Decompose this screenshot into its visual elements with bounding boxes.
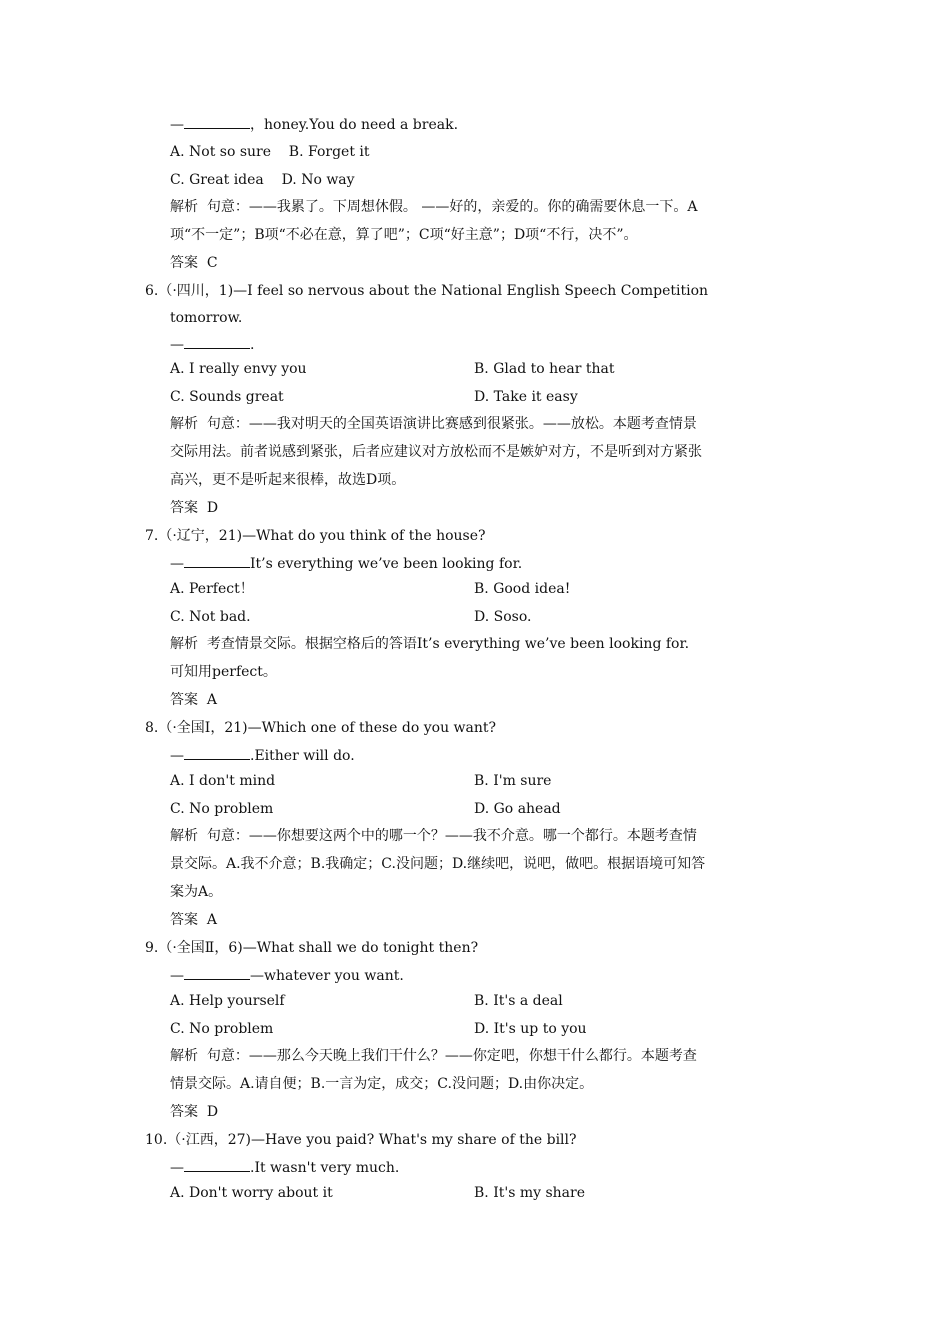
line-text: — <box>170 337 184 353</box>
line-text: 项“不一定”；B项“不必在意，算了吧”；C项“好主意”；D项“不行，决不”。 <box>170 227 638 243</box>
line-text: — <box>170 748 184 764</box>
line-text: C. No problem <box>170 801 274 817</box>
text-line <box>145 718 496 738</box>
line-text: 10.（·江西，27)—Have you paid? What's my share of the bill? <box>145 1132 577 1148</box>
text-line <box>170 991 285 1011</box>
line-text: 答案 D <box>170 500 219 516</box>
line-text: 交际用法。前者说感到紧张，后者应建议对方放松而不是嫉妒对方，不是听到对方紧张 <box>170 444 702 460</box>
line-text: 8.（·全国Ⅰ，21)—Which one of these do you want? <box>145 720 497 736</box>
option-text: B. It's my share <box>474 1185 585 1201</box>
line-text: 6.（·四川，1)—I feel so nervous about the National English Speech Competition <box>145 283 709 299</box>
text-line <box>170 498 218 518</box>
line-text: 答案 C <box>170 255 218 271</box>
option-text: D. Go ahead <box>474 801 561 817</box>
answer-blank <box>184 965 250 980</box>
line-text: . <box>250 337 255 353</box>
text-line <box>170 359 307 379</box>
line-text: — <box>170 117 184 133</box>
text-line <box>170 553 522 574</box>
line-text: A. I really envy you <box>170 361 307 377</box>
line-text: It’s everything we’ve been looking for. <box>250 556 523 572</box>
text-line <box>170 1046 697 1066</box>
line-text: 景交际。A.我不介意；B.我确定；C.没问题；D.继续吧，说吧，做吧。根据语境可知答 <box>170 856 706 872</box>
answer-blank <box>184 745 250 760</box>
line-text: 解析 句意：——那么今天晚上我们干什么？——你定吧，你想干什么都行。本题考查 <box>170 1048 697 1064</box>
line-text: —whatever you want. <box>250 968 404 984</box>
text-line <box>170 854 705 874</box>
text-line <box>170 1183 333 1203</box>
text-line <box>170 607 251 627</box>
text-line <box>170 253 218 273</box>
text-line <box>170 442 702 462</box>
option-text: D. Take it easy <box>474 389 578 405</box>
text-line <box>170 634 689 654</box>
line-text: ，honey.You do need a break. <box>250 117 459 133</box>
answer-blank <box>184 1157 250 1172</box>
option-text: D. It's up to you <box>474 1021 587 1037</box>
line-text: C. Sounds great <box>170 389 284 405</box>
line-text: tomorrow. <box>170 310 243 326</box>
line-text: .Either will do. <box>250 748 355 764</box>
text-line <box>170 745 355 766</box>
line-text: 9.（·全国Ⅱ，6)—What shall we do tonight then? <box>145 940 479 956</box>
text-line <box>170 826 697 846</box>
text-line <box>170 170 355 190</box>
line-text: A. Don't worry about it <box>170 1185 333 1201</box>
text-line <box>170 579 254 599</box>
line-text: 解析 句意：——我累了。下周想休假。 ——好的，亲爱的。你的确需要休息一下。A <box>170 199 698 215</box>
line-text: 解析 考查情景交际。根据空格后的答语It’s everything we’ve been looking for. <box>170 636 690 652</box>
line-text: 答案 A <box>170 912 218 928</box>
option-text: B. Glad to hear that <box>474 361 615 377</box>
answer-blank <box>184 114 250 129</box>
text-line <box>170 114 458 135</box>
answer-blank <box>184 553 250 568</box>
line-text: A. Perfect！ <box>170 581 254 597</box>
option-text: B. It's a deal <box>474 993 563 1009</box>
text-line <box>170 690 217 710</box>
option-text: B. Good idea! <box>474 581 571 597</box>
line-text: A. Not so sure B. Forget it <box>170 144 370 160</box>
text-line <box>170 771 275 791</box>
line-text: 解析 句意：——我对明天的全国英语演讲比赛感到很紧张。——放松。本题考查情景 <box>170 416 697 432</box>
text-line <box>145 1130 577 1150</box>
text-line <box>170 197 697 217</box>
text-line <box>170 910 217 930</box>
line-text: 高兴，更不是听起来很棒，故选D项。 <box>170 472 406 488</box>
line-text: 解析 句意：——你想要这两个中的哪一个？——我不介意。哪一个都行。本题考查情 <box>170 828 697 844</box>
text-line <box>170 225 637 245</box>
line-text: 7.（·辽宁，21)—What do you think of the house? <box>145 528 486 544</box>
line-text: — <box>170 968 184 984</box>
text-line <box>170 662 277 682</box>
line-text: 答案 A <box>170 692 218 708</box>
text-line <box>170 142 370 162</box>
line-text: C. No problem <box>170 1021 274 1037</box>
text-line <box>170 308 242 328</box>
line-text: — <box>170 1160 184 1176</box>
line-text: A. I don't mind <box>170 773 276 789</box>
text-line <box>170 334 254 355</box>
text-line <box>170 1157 399 1178</box>
line-text: C. Great idea D. No way <box>170 172 355 188</box>
answer-blank <box>184 334 250 349</box>
line-text: 案为A。 <box>170 884 223 900</box>
line-text: .It wasn't very much. <box>250 1160 400 1176</box>
line-text: — <box>170 556 184 572</box>
option-text: D. Soso. <box>474 609 532 625</box>
text-line <box>170 799 273 819</box>
text-line <box>170 414 697 434</box>
text-line <box>170 882 222 902</box>
text-line <box>145 938 478 958</box>
text-line <box>170 387 284 407</box>
text-line <box>170 470 405 490</box>
text-line <box>145 526 486 546</box>
line-text: 可知用perfect。 <box>170 664 277 680</box>
line-text: 情景交际。A.请自便；B.一言为定，成交；C.没问题；D.由你决定。 <box>170 1076 594 1092</box>
text-line <box>170 1074 593 1094</box>
text-line <box>170 1102 218 1122</box>
option-text: B. I'm sure <box>474 773 552 789</box>
line-text: 答案 D <box>170 1104 219 1120</box>
line-text: A. Help yourself <box>170 993 285 1009</box>
text-line <box>170 1019 273 1039</box>
text-line <box>145 281 708 301</box>
text-line <box>170 965 404 986</box>
line-text: C. Not bad. <box>170 609 251 625</box>
